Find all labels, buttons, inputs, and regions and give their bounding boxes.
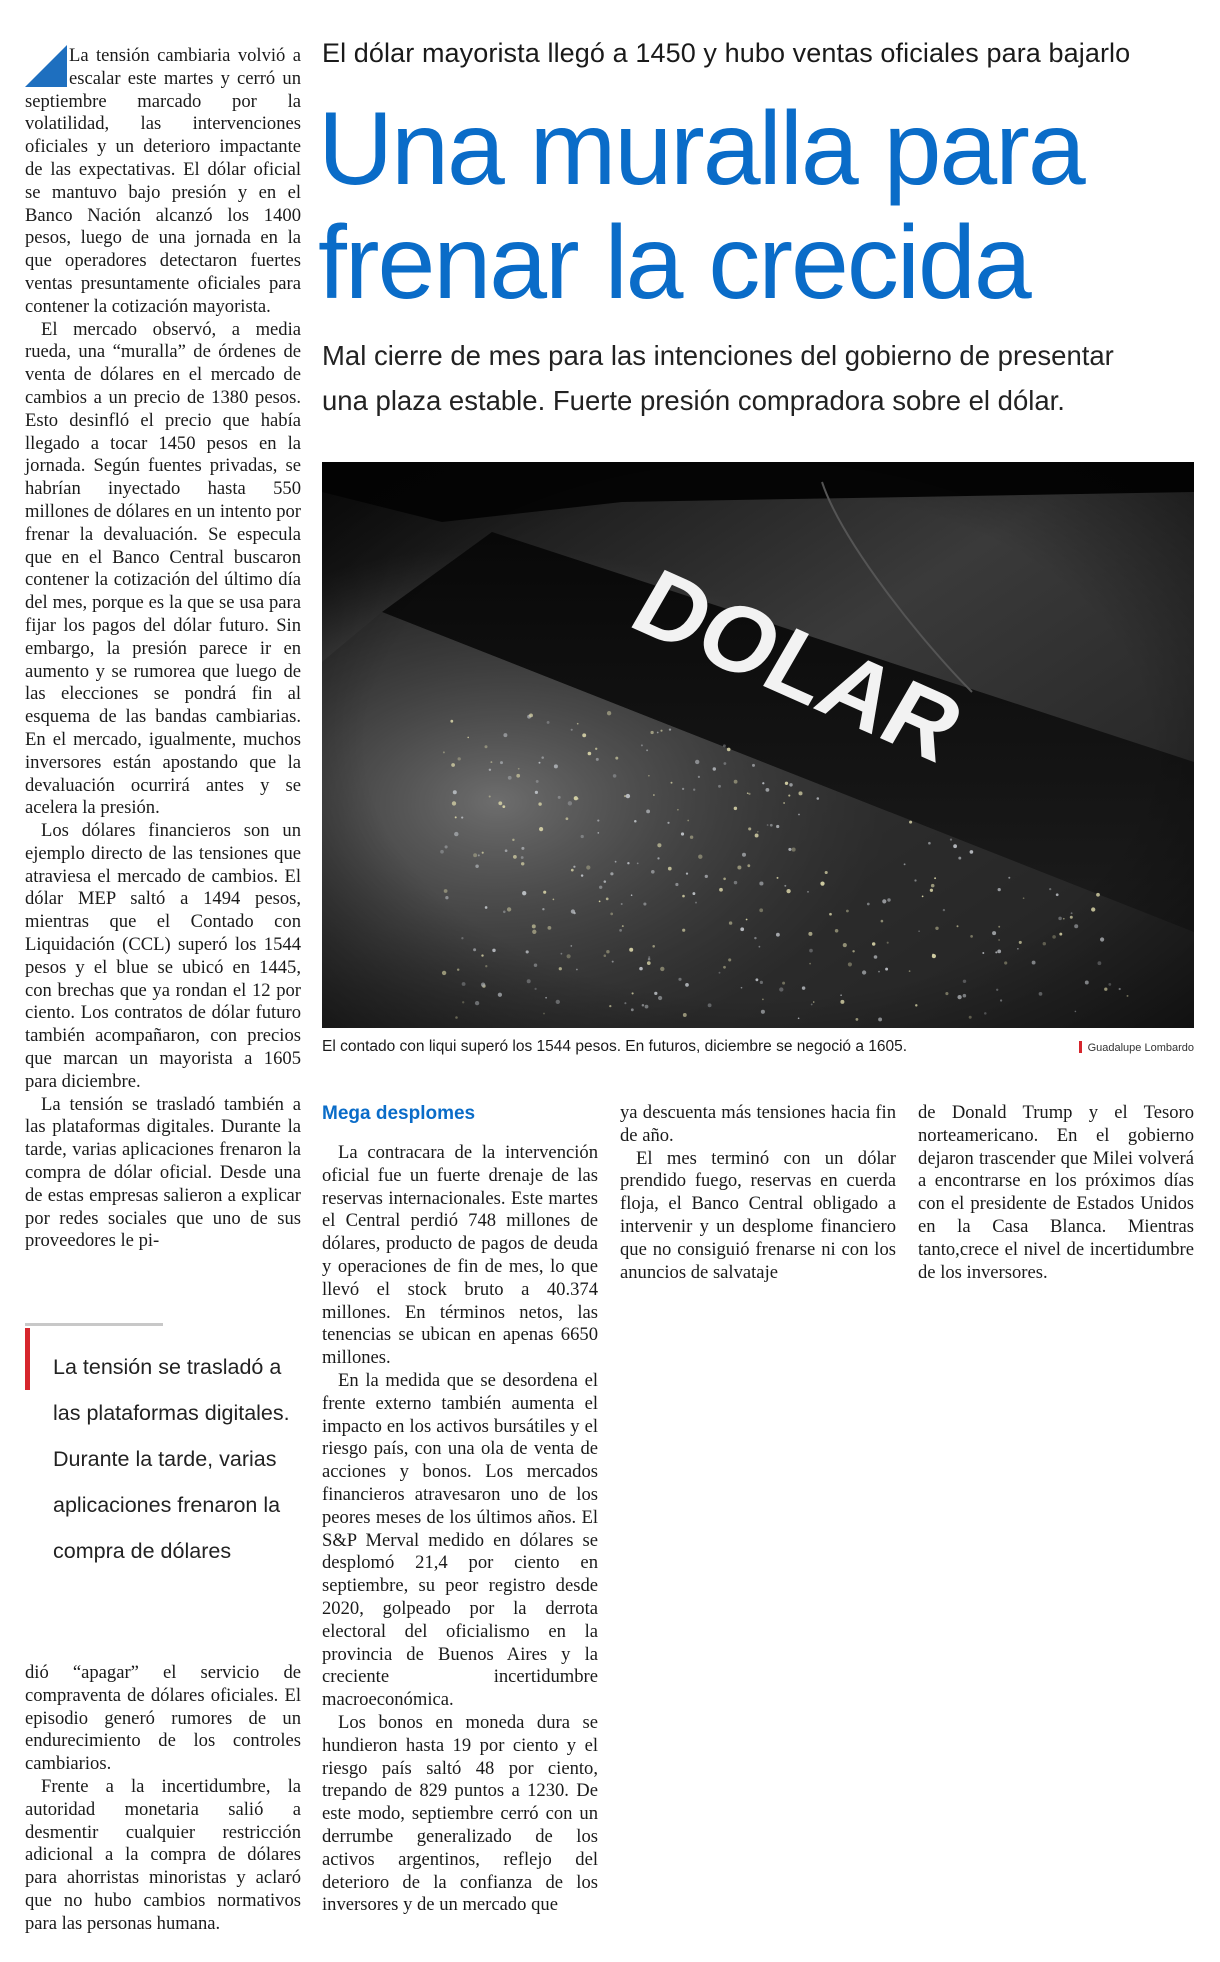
body-column-1-continued — [25, 1662, 301, 1936]
credit-marker — [1079, 1041, 1082, 1053]
paragraph: de Donald Trump y el Tesoro norteamericano. En el gobierno dejaron trascender que Milei volverá a encontrarse en los próximos días con el presidente de Estados Unidos en la Casa Blanca. Mientras tanto,crece el nivel de incertidumbre de los inversores. — [918, 1102, 1194, 1283]
headline-line-2: frenar la crecida — [318, 205, 1030, 321]
photo-caption: El contado con liqui superó los 1544 pesos. En futuros, diciembre se negoció a 1605. — [322, 1038, 908, 1055]
body-column-4 — [918, 1102, 1194, 1284]
deck-line-2: una plaza estable. Fuerte presión compradora sobre el dólar. — [322, 385, 1065, 416]
body-column-2 — [322, 1142, 598, 1917]
paragraph: Los dólares financieros son un ejemplo directo de las tensiones que atraviesa el mercado de cambios. El dólar MEP saltó a 1494 pesos, mientras que el Contado con Liquidación (CCL) superó los 1544 pesos y el blue se ubicó en 1445, con brechas que ya rondan el 12 por ciento. Los contratos de dólar futuro también acompañaron, con precios que marcan un mayorista a 1605 para diciembre. — [25, 820, 301, 1092]
paragraph: El mes terminó con un dólar prendido fuego, reservas en cuerda floja, el Banco Central obligado a intervenir y un desplome financiero que no consiguió frenarse ni con los anuncios de salvataje — [620, 1147, 896, 1283]
paragraph: La tensión se trasladó también a las plataformas digitales. Durante la tarde, varias aplicaciones frenaron la compra de dólar oficial. Desde una de estas empresas salieron a explicar por redes sociales que uno de sus proveedores le pi- — [25, 1093, 301, 1252]
body-column-3 — [620, 1102, 896, 1284]
paragraph: La contracara de la intervención oficial fue un fuerte drenaje de las reservas internacionales. Este martes el Central perdió 748 millones de dólares, producto de pagos de deuda y operaciones de fin de mes, lo que llevó el stock bruto a 40.374 millones. En términos netos, las tenencias se ubican en apenas 6650 millones. — [322, 1142, 598, 1369]
credit-name: Guadalupe Lombardo — [1087, 1042, 1194, 1054]
article-kicker: El dólar mayorista llegó a 1450 y hubo ventas oficiales para bajarlo — [322, 38, 1131, 68]
pullquote: La tensión se trasladó a las plataformas digitales. Durante la tarde, varias aplicaciones frenaron la compra de dólares — [53, 1355, 290, 1563]
pullquote-rule — [25, 1323, 163, 1326]
photo-credit — [1079, 1041, 1194, 1054]
section-subhead: Mega desplomes — [322, 1103, 476, 1124]
article-deck — [322, 333, 1182, 423]
deck-line-1: Mal cierre de mes para las intenciones del gobierno de presentar — [322, 340, 1114, 371]
article-photo — [322, 462, 1194, 1028]
paragraph: Frente a la incertidumbre, la autoridad monetaria salió a desmentir cualquier restricción adicional a la compra de dólares para ahorristas minoristas y aclaró que no hubo cambios normativos para las personas humana. — [25, 1775, 301, 1934]
paragraph: Los bonos en moneda dura se hundieron hasta 19 por ciento y el riesgo país saltó 48 por ciento, trepando de 829 puntos a 1230. De este modo, septiembre cerró con un derrumbe generalizado de los activos argentinos, reflejo del deterioro de la confianza de los inversores y de un mercado que — [322, 1711, 598, 1916]
paragraph: En la medida que se desordena el frente externo también aumenta el impacto en los activos bursátiles y el riesgo país, con una ola de venta de acciones y bonos. Los mercados financieros atravesaron uno de los peores meses de los últimos años. El S&P Merval medido en dólares se desplomó 21,4 por ciento en septiembre, su peor registro desde 2020, golpeado por la derrota electoral del oficialismo en la provincia de Buenos Aires y la creciente incertidumbre macroeconómica. — [322, 1369, 598, 1711]
article-headline — [318, 92, 1198, 320]
dolar-sign-photo — [322, 462, 1194, 1028]
paragraph: El mercado observó, a media rueda, una “muralla” de órdenes de venta de dólares en el mercado de cambios a un precio de 1380 pesos. Esto desinfló el precio que había llegado a tocar 1450 pesos en la jornada. Según fuentes privadas, se habrían inyectado hasta 550 millones de dólares en un intento por frenar la devaluación. Se especula que en el Banco Central buscaron contener la cotización del último día del mes, porque es la que se usa para fijar los pagos del dólar futuro. Sin embargo, la presión parece ir en aumento y se rumorea que luego de las elecciones se pondrá fin al esquema de las bandas cambiarias. En el mercado, igualmente, muchos inversores están apostando que la devaluación ocurrirá antes y se acelera la presión. — [25, 318, 301, 819]
headline-line-1: Una muralla para — [318, 91, 1084, 207]
paragraph: ya descuenta más tensiones hacia fin de año. — [620, 1102, 896, 1146]
paragraph: La tensión cambiaria volvió a escalar este martes y cerró un septiembre marcado por la volatilidad, las intervenciones oficiales y un deterioro impactante de las expectativas. El dólar oficial se mantuvo bajo presión y en el Banco Nación alcanzó los 1400 pesos, luego de una jornada en la que operadores detectaron fuertes ventas presuntamente oficiales para contener la cotización mayorista. — [25, 45, 301, 317]
paragraph: dió “apagar” el servicio de compraventa de dólares oficiales. El episodio generó rumores de un endurecimiento de los controles cambiarios. — [25, 1662, 301, 1775]
pullquote-marker — [25, 1328, 30, 1390]
body-column-1 — [25, 45, 301, 1253]
